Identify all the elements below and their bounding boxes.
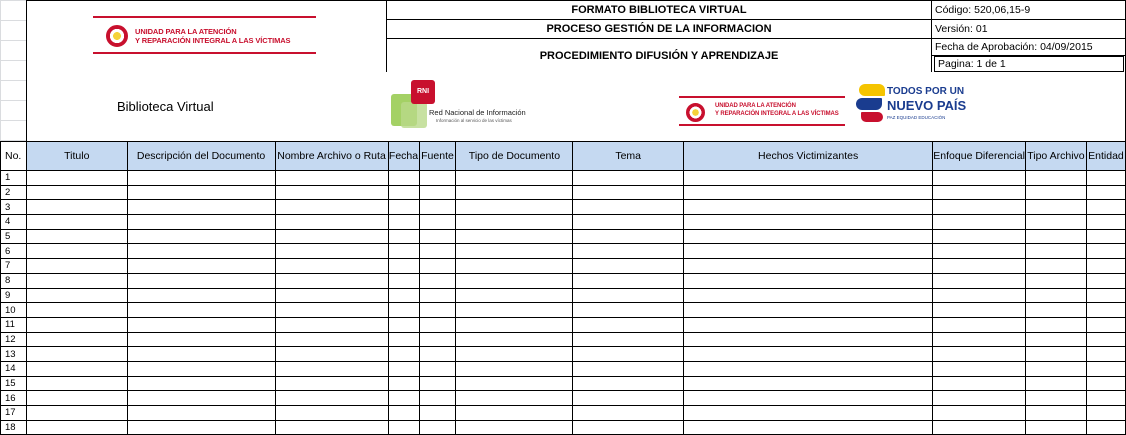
table-row	[1, 273, 1126, 288]
todos-por-un-nuevo-pais-logo	[853, 82, 965, 132]
table-cell[interactable]	[683, 200, 932, 215]
table-cell[interactable]	[275, 332, 388, 347]
row-number-cell[interactable]: 18	[1, 420, 27, 435]
table-cell[interactable]	[26, 229, 127, 244]
row-number-cell[interactable]: 9	[1, 288, 27, 303]
table-cell[interactable]	[388, 391, 419, 406]
table-cell[interactable]	[26, 376, 127, 391]
table-cell[interactable]	[419, 406, 456, 421]
table-cell[interactable]	[275, 200, 388, 215]
table-cell[interactable]	[1086, 303, 1125, 318]
table-cell[interactable]	[419, 200, 456, 215]
column-header-fuente[interactable]: Fuente	[419, 142, 456, 171]
table-cell[interactable]	[933, 391, 1026, 406]
table-cell[interactable]	[419, 391, 456, 406]
column-header-tipo-documento[interactable]: Tipo de Documento	[456, 142, 573, 171]
library-table	[0, 141, 1126, 435]
table-cell[interactable]	[127, 347, 275, 362]
table-cell[interactable]	[419, 273, 456, 288]
table-cell[interactable]	[127, 420, 275, 435]
table-cell[interactable]	[127, 244, 275, 259]
row-number-cell[interactable]: 11	[1, 317, 27, 332]
table-cell[interactable]	[683, 376, 932, 391]
column-header-enfoque-diferencial[interactable]: Enfoque Diferencial	[933, 142, 1026, 171]
table-cell[interactable]	[683, 259, 932, 274]
table-cell[interactable]	[26, 288, 127, 303]
table-cell[interactable]	[933, 361, 1026, 376]
table-cell[interactable]	[127, 229, 275, 244]
table-cell[interactable]	[1086, 229, 1125, 244]
table-cell[interactable]	[127, 406, 275, 421]
rni-badge: RNI	[411, 80, 435, 104]
table-cell[interactable]	[419, 303, 456, 318]
todos-line2: NUEVO PAÍS	[887, 98, 967, 113]
table-cell[interactable]	[1086, 215, 1125, 230]
table-cell[interactable]	[456, 288, 573, 303]
table-header-row	[1, 142, 1126, 171]
table-cell[interactable]	[1025, 303, 1086, 318]
row-number-cell[interactable]: 13	[1, 347, 27, 362]
table-cell[interactable]	[683, 215, 932, 230]
table-cell[interactable]	[127, 273, 275, 288]
table-cell[interactable]	[26, 171, 127, 186]
table-cell[interactable]	[388, 361, 419, 376]
todos-line1: TODOS POR UN	[887, 86, 965, 97]
table-cell[interactable]	[456, 347, 573, 362]
column-header-tipo-archivo[interactable]: Tipo Archivo	[1025, 142, 1086, 171]
table-cell[interactable]	[683, 185, 932, 200]
row-number-cell[interactable]: 15	[1, 376, 27, 391]
row-number-cell[interactable]: 14	[1, 361, 27, 376]
row-number-cell[interactable]: 3	[1, 200, 27, 215]
table-cell[interactable]	[419, 259, 456, 274]
table-cell[interactable]	[683, 273, 932, 288]
table-cell[interactable]	[456, 391, 573, 406]
column-header-titulo[interactable]: Titulo	[26, 142, 127, 171]
table-cell[interactable]	[683, 391, 932, 406]
row-number-cell[interactable]: 1	[1, 171, 27, 186]
table-cell[interactable]	[933, 215, 1026, 230]
table-cell[interactable]	[127, 185, 275, 200]
table-cell[interactable]	[933, 303, 1026, 318]
table-cell[interactable]	[1025, 332, 1086, 347]
table-cell[interactable]	[419, 229, 456, 244]
table-cell[interactable]	[26, 215, 127, 230]
table-cell[interactable]	[127, 391, 275, 406]
table-cell[interactable]	[933, 317, 1026, 332]
todos-line3: PAZ EQUIDAD EDUCACIÓN	[887, 115, 946, 120]
row-number-cell[interactable]: 7	[1, 259, 27, 274]
row-number-cell[interactable]: 6	[1, 244, 27, 259]
table-cell[interactable]	[573, 215, 684, 230]
table-cell[interactable]	[573, 288, 684, 303]
table-cell[interactable]	[456, 171, 573, 186]
table-cell[interactable]	[1086, 185, 1125, 200]
row-number-cell[interactable]: 8	[1, 273, 27, 288]
table-cell[interactable]	[26, 406, 127, 421]
table-cell[interactable]	[456, 259, 573, 274]
table-cell[interactable]	[1086, 317, 1125, 332]
table-cell[interactable]	[933, 244, 1026, 259]
table-cell[interactable]	[1086, 420, 1125, 435]
table-cell[interactable]	[26, 244, 127, 259]
table-cell[interactable]	[1025, 171, 1086, 186]
table-cell[interactable]	[573, 185, 684, 200]
table-cell[interactable]	[419, 215, 456, 230]
table-cell[interactable]	[26, 317, 127, 332]
table-row	[1, 376, 1126, 391]
row-number-cell[interactable]: 17	[1, 406, 27, 421]
banner-title: Biblioteca Virtual	[117, 99, 214, 114]
table-cell[interactable]	[573, 347, 684, 362]
row-number-cell[interactable]: 12	[1, 332, 27, 347]
table-row	[1, 420, 1126, 435]
table-row	[1, 332, 1126, 347]
table-cell[interactable]	[275, 171, 388, 186]
table-cell[interactable]	[1025, 229, 1086, 244]
table-cell[interactable]	[26, 332, 127, 347]
table-cell[interactable]	[573, 229, 684, 244]
table-cell[interactable]	[1025, 361, 1086, 376]
table-cell[interactable]	[573, 420, 684, 435]
table-cell[interactable]	[573, 376, 684, 391]
table-cell[interactable]	[26, 259, 127, 274]
rni-subtitle: Información al servicio de las víctimas	[436, 118, 512, 123]
table-cell[interactable]	[933, 376, 1026, 391]
table-cell[interactable]	[127, 317, 275, 332]
unidad-secondary-line2: Y REPARACIÓN INTEGRAL A LAS VÍCTIMAS	[715, 110, 839, 117]
format-title: FORMATO BIBLIOTECA VIRTUAL	[387, 1, 931, 20]
table-row	[1, 361, 1126, 376]
table-cell[interactable]	[683, 406, 932, 421]
table-row	[1, 406, 1126, 421]
approval-date: Fecha de Aprobación: 04/09/2015	[932, 39, 1125, 56]
table-cell[interactable]	[388, 171, 419, 186]
table-cell[interactable]	[127, 171, 275, 186]
table-cell[interactable]	[683, 303, 932, 318]
table-cell[interactable]	[573, 406, 684, 421]
table-cell[interactable]	[1086, 200, 1125, 215]
document-version: Versión: 01	[932, 20, 1125, 39]
table-cell[interactable]	[1086, 288, 1125, 303]
table-cell[interactable]	[419, 376, 456, 391]
column-header-descripcion[interactable]: Descripción del Documento	[127, 142, 275, 171]
table-row	[1, 185, 1126, 200]
table-row	[1, 259, 1126, 274]
table-cell[interactable]	[388, 332, 419, 347]
table-cell[interactable]	[683, 347, 932, 362]
column-header-fecha[interactable]: Fecha	[388, 142, 419, 171]
table-cell[interactable]	[933, 347, 1026, 362]
table-cell[interactable]	[388, 200, 419, 215]
table-cell[interactable]	[456, 361, 573, 376]
table-cell[interactable]	[573, 317, 684, 332]
column-header-no[interactable]: No.	[1, 142, 27, 171]
banner-row	[26, 72, 1126, 142]
row-number-cell[interactable]: 16	[1, 391, 27, 406]
table-cell[interactable]	[1086, 259, 1125, 274]
unidad-secondary-line1: UNIDAD PARA LA ATENCIÓN	[715, 103, 796, 109]
table-cell[interactable]	[573, 171, 684, 186]
table-cell[interactable]	[1025, 347, 1086, 362]
table-cell[interactable]	[683, 288, 932, 303]
table-cell[interactable]	[388, 317, 419, 332]
row-number-cell[interactable]: 10	[1, 303, 27, 318]
table-cell[interactable]	[683, 171, 932, 186]
table-cell[interactable]	[275, 273, 388, 288]
table-cell[interactable]	[573, 391, 684, 406]
table-cell[interactable]	[456, 376, 573, 391]
table-cell[interactable]	[275, 215, 388, 230]
table-cell[interactable]	[388, 288, 419, 303]
table-cell[interactable]	[275, 229, 388, 244]
table-cell[interactable]	[456, 215, 573, 230]
table-cell[interactable]	[683, 361, 932, 376]
rni-title: Red Nacional de Información	[429, 108, 526, 117]
unidad-logo-secondary	[679, 96, 845, 126]
column-header-entidad[interactable]: Entidad	[1086, 142, 1125, 171]
table-cell[interactable]	[683, 244, 932, 259]
table-row	[1, 391, 1126, 406]
procedure-title: PROCEDIMIENTO DIFUSIÓN Y APRENDIZAJE	[539, 49, 779, 62]
table-cell[interactable]	[419, 332, 456, 347]
table-cell[interactable]	[275, 347, 388, 362]
colombia-seal-icon	[106, 25, 128, 47]
table-cell[interactable]	[1025, 317, 1086, 332]
rni-logo	[391, 80, 531, 132]
table-cell[interactable]	[275, 361, 388, 376]
table-cell[interactable]	[388, 303, 419, 318]
table-cell[interactable]	[1086, 347, 1125, 362]
table-cell[interactable]	[683, 317, 932, 332]
table-cell[interactable]	[456, 185, 573, 200]
table-cell[interactable]	[127, 361, 275, 376]
page-number[interactable]: Pagina: 1 de 1	[934, 56, 1124, 72]
column-header-tema[interactable]: Tema	[573, 142, 684, 171]
row-number-cell[interactable]: 2	[1, 185, 27, 200]
table-cell[interactable]	[456, 244, 573, 259]
table-cell[interactable]	[933, 185, 1026, 200]
table-row	[1, 200, 1126, 215]
table-cell[interactable]	[1025, 420, 1086, 435]
table-cell[interactable]	[573, 332, 684, 347]
table-cell[interactable]	[933, 332, 1026, 347]
table-cell[interactable]	[275, 185, 388, 200]
table-cell[interactable]	[275, 391, 388, 406]
table-cell[interactable]	[419, 288, 456, 303]
table-cell[interactable]	[1025, 185, 1086, 200]
table-row	[1, 303, 1126, 318]
column-header-hechos-victimizantes[interactable]: Hechos Victimizantes	[683, 142, 932, 171]
table-cell[interactable]	[275, 376, 388, 391]
table-cell[interactable]	[275, 303, 388, 318]
table-cell[interactable]	[388, 259, 419, 274]
table-cell[interactable]	[26, 185, 127, 200]
table-cell[interactable]	[456, 273, 573, 288]
table-cell[interactable]	[573, 259, 684, 274]
table-cell[interactable]	[1025, 273, 1086, 288]
table-cell[interactable]	[419, 361, 456, 376]
table-cell[interactable]	[456, 420, 573, 435]
table-cell[interactable]	[1086, 171, 1125, 186]
table-row	[1, 171, 1126, 186]
table-cell[interactable]	[683, 332, 932, 347]
table-cell[interactable]	[275, 420, 388, 435]
table-cell[interactable]	[933, 229, 1026, 244]
table-cell[interactable]	[1025, 215, 1086, 230]
table-cell[interactable]	[1086, 244, 1125, 259]
table-cell[interactable]	[933, 420, 1026, 435]
table-row	[1, 215, 1126, 230]
table-cell[interactable]	[275, 317, 388, 332]
table-cell[interactable]	[26, 391, 127, 406]
table-cell[interactable]	[933, 200, 1026, 215]
table-cell[interactable]	[1025, 376, 1086, 391]
table-cell[interactable]	[1025, 200, 1086, 215]
header-logo-box	[26, 0, 387, 73]
table-cell[interactable]	[26, 200, 127, 215]
table-cell[interactable]	[419, 185, 456, 200]
table-cell[interactable]	[933, 259, 1026, 274]
table-cell[interactable]	[1025, 259, 1086, 274]
table-cell[interactable]	[26, 361, 127, 376]
table-cell[interactable]	[1086, 273, 1125, 288]
table-cell[interactable]	[127, 259, 275, 274]
table-cell[interactable]	[456, 332, 573, 347]
table-cell[interactable]	[573, 361, 684, 376]
table-cell[interactable]	[388, 406, 419, 421]
table-cell[interactable]	[419, 244, 456, 259]
table-cell[interactable]	[275, 288, 388, 303]
table-cell[interactable]	[933, 273, 1026, 288]
unidad-logo-line2: Y REPARACIÓN INTEGRAL A LAS VÍCTIMAS	[135, 36, 291, 45]
table-cell[interactable]	[26, 420, 127, 435]
column-header-nombre-archivo[interactable]: Nombre Archivo o Ruta	[275, 142, 388, 171]
table-cell[interactable]	[127, 215, 275, 230]
table-cell[interactable]	[456, 406, 573, 421]
table-cell[interactable]	[127, 200, 275, 215]
table-cell[interactable]	[127, 332, 275, 347]
table-cell[interactable]	[1086, 376, 1125, 391]
table-cell[interactable]	[388, 376, 419, 391]
table-cell[interactable]	[573, 200, 684, 215]
table-cell[interactable]	[683, 420, 932, 435]
table-cell[interactable]	[419, 347, 456, 362]
table-cell[interactable]	[1025, 406, 1086, 421]
table-cell[interactable]	[127, 303, 275, 318]
table-cell[interactable]	[456, 200, 573, 215]
table-cell[interactable]	[1025, 391, 1086, 406]
table-cell[interactable]	[573, 273, 684, 288]
table-cell[interactable]	[26, 347, 127, 362]
table-cell[interactable]	[456, 317, 573, 332]
colombia-swoosh-icon	[853, 84, 887, 128]
table-cell[interactable]	[127, 376, 275, 391]
table-cell[interactable]	[1086, 391, 1125, 406]
table-cell[interactable]	[573, 244, 684, 259]
table-cell[interactable]	[419, 171, 456, 186]
unidad-logo	[93, 16, 316, 54]
table-cell[interactable]	[1086, 332, 1125, 347]
document-code: Código: 520,06,15-9	[932, 1, 1125, 20]
table-cell[interactable]	[1086, 406, 1125, 421]
header-title-box	[386, 0, 932, 73]
table-cell[interactable]	[933, 288, 1026, 303]
table-cell[interactable]	[933, 406, 1026, 421]
table-cell[interactable]	[683, 229, 932, 244]
table-row	[1, 244, 1126, 259]
row-number-cell[interactable]: 5	[1, 229, 27, 244]
table-cell[interactable]	[419, 317, 456, 332]
colombia-seal-icon	[686, 103, 705, 122]
table-cell[interactable]	[275, 259, 388, 274]
table-cell[interactable]	[419, 420, 456, 435]
table-cell[interactable]	[388, 273, 419, 288]
table-row	[1, 317, 1126, 332]
table-cell[interactable]	[275, 406, 388, 421]
table-cell[interactable]	[933, 171, 1026, 186]
table-cell[interactable]	[456, 229, 573, 244]
table-cell[interactable]	[127, 288, 275, 303]
table-cell[interactable]	[26, 273, 127, 288]
table-cell[interactable]	[388, 229, 419, 244]
table-cell[interactable]	[275, 244, 388, 259]
header-info-box	[931, 0, 1126, 73]
row-number-cell[interactable]: 4	[1, 215, 27, 230]
table-cell[interactable]	[388, 244, 419, 259]
table-cell[interactable]	[388, 347, 419, 362]
table-cell[interactable]	[388, 185, 419, 200]
table-cell[interactable]	[1086, 361, 1125, 376]
table-cell[interactable]	[1025, 288, 1086, 303]
table-cell[interactable]	[1025, 244, 1086, 259]
process-title: PROCESO GESTIÓN DE LA INFORMACION	[387, 20, 931, 39]
table-cell[interactable]	[26, 303, 127, 318]
table-cell[interactable]	[456, 303, 573, 318]
table-row	[1, 347, 1126, 362]
table-cell[interactable]	[388, 215, 419, 230]
table-cell[interactable]	[573, 303, 684, 318]
table-cell[interactable]	[388, 420, 419, 435]
unidad-logo-line1: UNIDAD PARA LA ATENCIÓN	[135, 27, 237, 36]
table-row	[1, 229, 1126, 244]
table-row	[1, 288, 1126, 303]
